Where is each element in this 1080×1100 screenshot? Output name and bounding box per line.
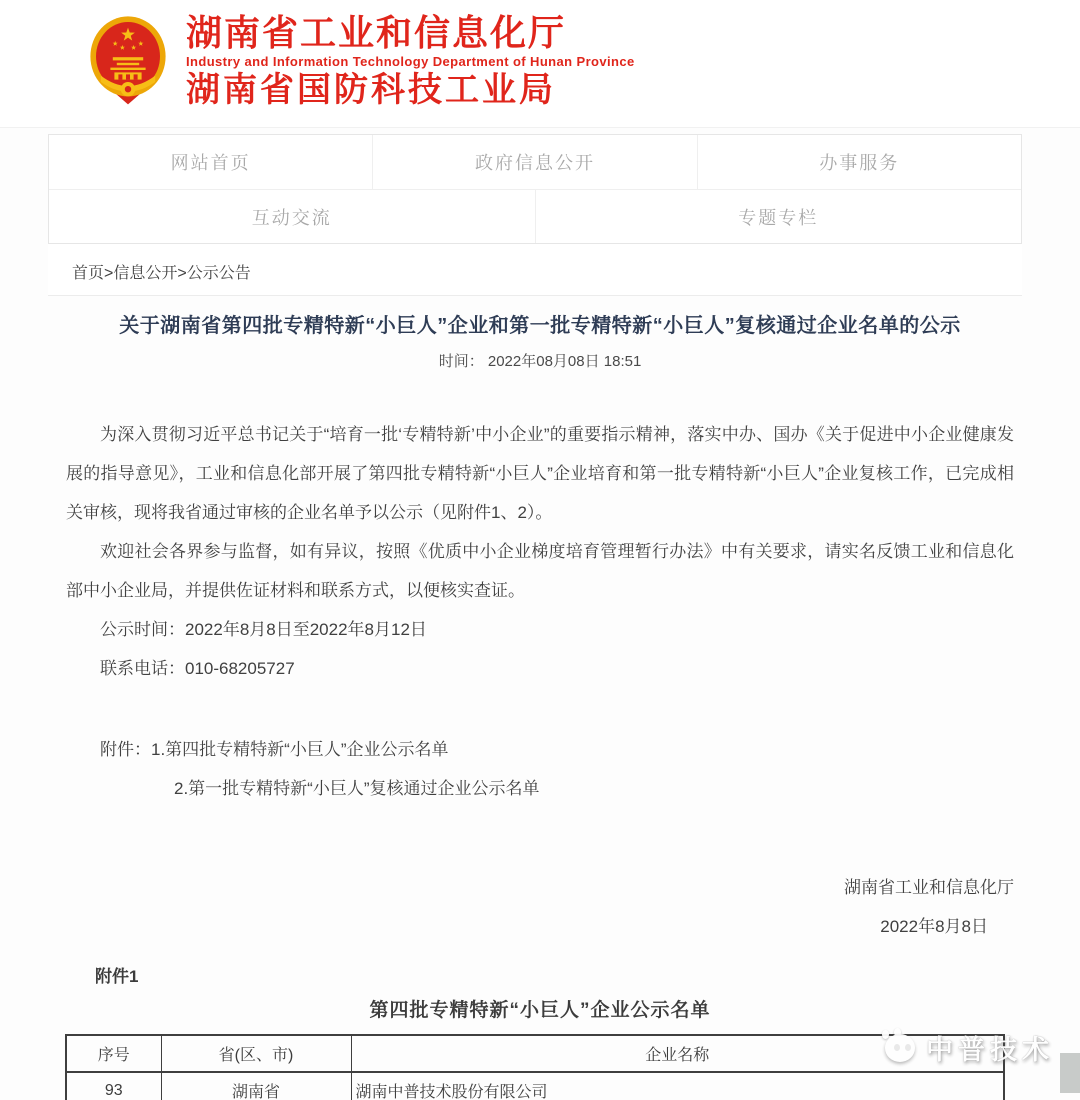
national-emblem-icon bbox=[88, 14, 168, 115]
signature-date: 2022年8月8日 bbox=[880, 917, 988, 936]
cell-index: 93 bbox=[66, 1072, 161, 1100]
nav-item-special-columns[interactable]: 专题专栏 bbox=[535, 190, 1022, 243]
table-header-row bbox=[66, 1035, 1004, 1072]
nav-item-home[interactable]: 网站首页 bbox=[170, 153, 251, 173]
signature-org: 湖南省工业和信息化厅 bbox=[844, 878, 1014, 897]
org-name-line1: 湖南省工业和信息化厅 bbox=[186, 12, 567, 53]
breadcrumb[interactable]: 首页>信息公开>公示公告 bbox=[72, 265, 251, 282]
org-name-line2: 湖南省国防科技工业局 bbox=[186, 71, 556, 109]
main-nav bbox=[48, 134, 1022, 244]
nav-item-gov-info[interactable]: 政府信息公开 bbox=[372, 135, 696, 189]
org-name-english: Industry and Information Technology Department of Hunan Province bbox=[186, 54, 635, 69]
announcement-article bbox=[0, 312, 1080, 1100]
table-row bbox=[66, 1072, 1004, 1100]
article-title: 关于湖南省第四批专精特新“小巨人”企业和第一批专精特新“小巨人”复核通过企业名单的公示 bbox=[119, 315, 961, 337]
scrollbar-thumb[interactable] bbox=[1060, 1053, 1080, 1093]
col-header-province: 省(区、市) bbox=[161, 1035, 351, 1072]
signature-block bbox=[66, 868, 1014, 946]
nav-row-2 bbox=[49, 189, 1021, 243]
site-header bbox=[0, 0, 1080, 128]
col-header-company: 企业名称 bbox=[351, 1035, 1004, 1072]
article-paragraph-2: 欢迎社会各界参与监督，如有异议，按照《优质中小企业梯度培育管理暂行办法》中有关要求，请实名反馈工业和信息化部中小企业局，并提供佐证材料和联系方式，以便核实查证。 bbox=[66, 542, 1014, 600]
col-header-index: 序号 bbox=[66, 1035, 161, 1072]
contact-phone-line: 联系电话：010-68205727 bbox=[100, 659, 295, 678]
org-title-block bbox=[186, 13, 635, 110]
attachments-block bbox=[66, 730, 1014, 808]
nav-row-1 bbox=[49, 135, 1021, 189]
watermark-text: 中普技术 bbox=[926, 1035, 1054, 1065]
company-list-table bbox=[65, 1034, 1005, 1100]
attachment1-label: 附件1 bbox=[95, 967, 139, 986]
attachment-line-2: 2.第一批专精特新“小巨人”复核通过企业公示名单 bbox=[174, 779, 540, 798]
breadcrumb-bar bbox=[48, 244, 1022, 296]
cell-company-name: 湖南中普技术股份有限公司 bbox=[351, 1072, 1004, 1100]
attachment1-table-title: 第四批专精特新“小巨人”企业公示名单 bbox=[369, 1000, 711, 1021]
nav-item-interaction[interactable]: 互动交流 bbox=[251, 207, 332, 228]
publicity-period-line: 公示时间：2022年8月8日至2022年8月12日 bbox=[100, 620, 427, 639]
cell-province: 湖南省 bbox=[161, 1072, 351, 1100]
article-time: 时间： 2022年08月08日 18:51 bbox=[438, 353, 642, 370]
attachment-line-1: 附件：1.第四批专精特新“小巨人”企业公示名单 bbox=[100, 740, 449, 759]
nav-item-services[interactable]: 办事服务 bbox=[697, 135, 1021, 189]
article-paragraph-1: 为深入贯彻习近平总书记关于“培育一批‘专精特新’中小企业”的重要指示精神，落实中办、国办《关于促进中小企业健康发展的指导意见》，工业和信息化部开展了第四批专精特新“小巨人”企业培育和第一批专精特新“小巨人”企业复核工作，已完成相关审核，现将我省通过审核的企业名单予以公示（见附件1、2）。 bbox=[66, 425, 1014, 522]
